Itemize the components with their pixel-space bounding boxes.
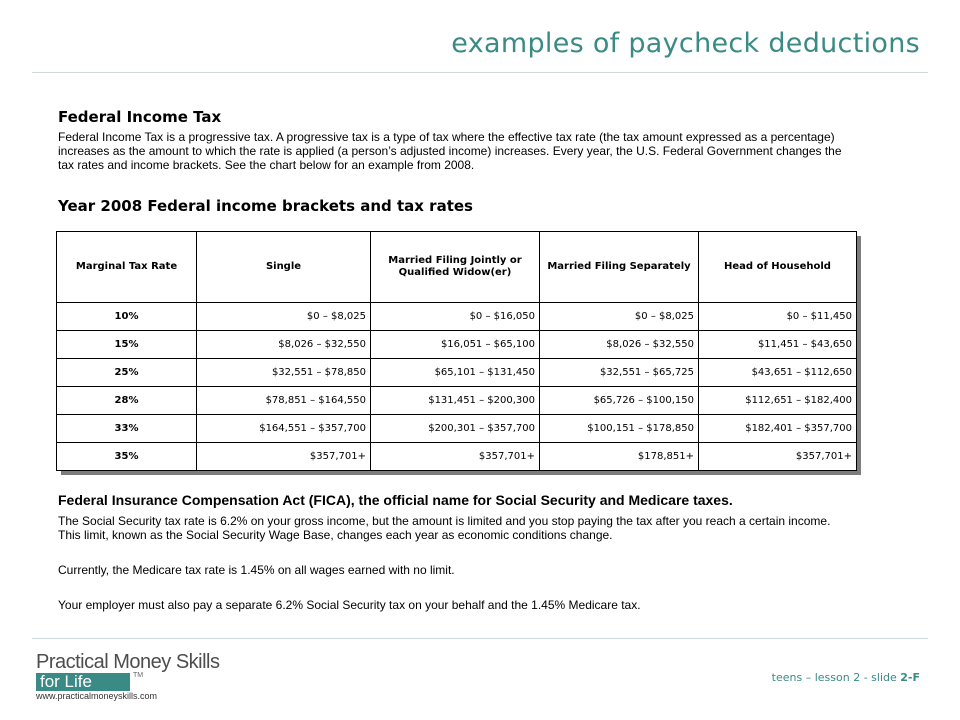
cell-head-of-household: $357,701+ — [699, 443, 857, 471]
table-row — [57, 331, 857, 359]
tax-brackets-table — [56, 231, 857, 471]
cell-head-of-household: $112,651 – $182,400 — [699, 387, 857, 415]
header-single: Single — [197, 232, 371, 303]
federal-income-tax-paragraph: Federal Income Tax is a progressive tax. A progressive tax is a type of tax where the effective tax rate (the tax amount expressed as a percentage) increases as the amount to which the rate is applied (a person’s adjusted income) increases. Every year, the U.S. Federal Government changes the tax rates and income brackets. See the chart below for an example from 2008. — [58, 130, 842, 172]
cell-married-separately: $65,726 – $100,150 — [540, 387, 699, 415]
bottom-divider — [32, 638, 928, 639]
cell-single: $164,551 – $357,700 — [197, 415, 371, 443]
slide-title: examples of paycheck deductions — [451, 28, 920, 59]
cell-married-jointly: $65,101 – $131,450 — [371, 359, 540, 387]
header-marginal-tax-rate: Marginal Tax Rate — [57, 232, 197, 303]
cell-married-jointly: $0 – $16,050 — [371, 303, 540, 331]
cell-single: $357,701+ — [197, 443, 371, 471]
table-header-row — [57, 232, 857, 303]
cell-rate: 33% — [57, 415, 197, 443]
cell-single: $78,851 – $164,550 — [197, 387, 371, 415]
cell-married-jointly: $131,451 – $200,300 — [371, 387, 540, 415]
cell-head-of-household: $43,651 – $112,650 — [699, 359, 857, 387]
table-row — [57, 443, 857, 471]
cell-married-separately: $178,851+ — [540, 443, 699, 471]
cell-rate: 15% — [57, 331, 197, 359]
cell-rate: 10% — [57, 303, 197, 331]
table-row — [57, 415, 857, 443]
brackets-heading: Year 2008 Federal income brackets and tax rates — [58, 197, 473, 215]
table-row — [57, 387, 857, 415]
footer-text: teens – lesson 2 - slide — [771, 671, 901, 684]
cell-single: $32,551 – $78,850 — [197, 359, 371, 387]
cell-single: $8,026 – $32,550 — [197, 331, 371, 359]
tax-brackets-table-container — [56, 231, 856, 470]
header-head-of-household: Head of Household — [699, 232, 857, 303]
practical-money-skills-logo — [36, 651, 236, 703]
top-divider — [32, 72, 928, 73]
cell-married-separately: $100,151 – $178,850 — [540, 415, 699, 443]
logo-text-line2: for Life — [40, 672, 92, 691]
fica-heading: Federal Insurance Compensation Act (FICA), the official name for Social Security and Medicare taxes. — [58, 492, 733, 508]
cell-married-separately: $0 – $8,025 — [540, 303, 699, 331]
cell-head-of-household: $0 – $11,450 — [699, 303, 857, 331]
cell-rate: 25% — [57, 359, 197, 387]
cell-married-jointly: $200,301 – $357,700 — [371, 415, 540, 443]
cell-married-separately: $32,551 – $65,725 — [540, 359, 699, 387]
cell-head-of-household: $182,401 – $357,700 — [699, 415, 857, 443]
cell-married-separately: $8,026 – $32,550 — [540, 331, 699, 359]
fica-paragraph-medicare: Currently, the Medicare tax rate is 1.45% on all wages earned with no limit. — [58, 563, 455, 577]
table-row — [57, 359, 857, 387]
cell-head-of-household: $11,451 – $43,650 — [699, 331, 857, 359]
federal-income-tax-heading: Federal Income Tax — [58, 108, 222, 126]
fica-paragraph-social-security: The Social Security tax rate is 6.2% on your gross income, but the amount is limited and you stop paying the tax after you reach a certain income. This limit, known as the Social Security Wage Base, changes each year as economic conditions change. — [58, 514, 831, 542]
slide-footer — [772, 671, 920, 684]
cell-married-jointly: $16,051 – $65,100 — [371, 331, 540, 359]
logo-url: www.practicalmoneyskills.com — [36, 691, 158, 701]
header-married-jointly: Married Filing Jointly or Qualified Widow(er) — [371, 232, 540, 303]
logo-trademark: TM — [133, 672, 144, 679]
table-row — [57, 303, 857, 331]
header-married-separately: Married Filing Separately — [540, 232, 699, 303]
logo-text-line1: Practical Money Skills — [36, 651, 220, 673]
fica-paragraph-employer: Your employer must also pay a separate 6.2% Social Security tax on your behalf and the 1.45% Medicare tax. — [58, 598, 641, 612]
cell-rate: 28% — [57, 387, 197, 415]
cell-married-jointly: $357,701+ — [371, 443, 540, 471]
cell-single: $0 – $8,025 — [197, 303, 371, 331]
cell-rate: 35% — [57, 443, 197, 471]
slide-number: 2-F — [900, 671, 920, 684]
